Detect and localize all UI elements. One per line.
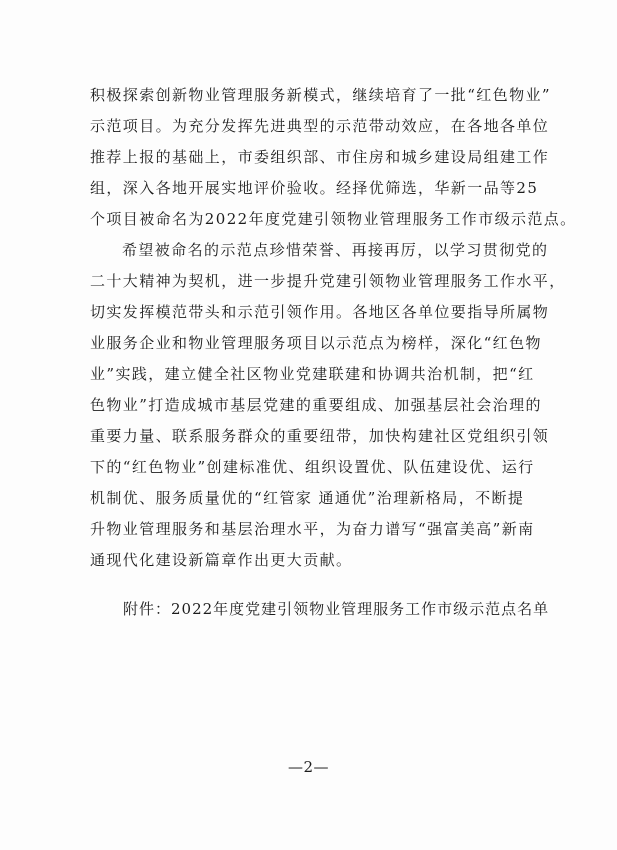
- attachment-line: 附件：2022年度党建引领物业管理服务工作市级示范点名单: [123, 600, 550, 618]
- paragraph-2-line-3: 切实发挥模范带头和示范引领作用。各地区各单位要指导所属物: [90, 303, 550, 321]
- paragraph-2-line-8: 下的“红色物业”创建标准优、组织设置优、队伍建设优、运行: [90, 458, 535, 476]
- paragraph-2-line-11: 通现代化建设新篇章作出更大贡献。: [90, 551, 353, 569]
- paragraph-2-line-4: 业服务企业和物业管理服务项目以示范点为榜样，深化“红色物: [90, 334, 542, 352]
- paragraph-1-line-2: 示范项目。为充分发挥先进典型的示范带动效应，在各地各单位: [90, 117, 550, 135]
- paragraph-2-line-1: 希望被命名的示范点珍惜荣誉、再接再厉，以学习贯彻党的: [122, 241, 549, 259]
- paragraph-1-line-1: 积极探索创新物业管理服务新模式，继续培育了一批“红色物业”: [90, 86, 551, 104]
- paragraph-1-line-4: 组，深入各地开展实地评价验收。经择优筛选，华新一品等25: [90, 179, 539, 197]
- paragraph-2-line-10: 升物业管理服务和基层治理水平，为奋力谱写“强富美高”新南: [90, 520, 535, 538]
- paragraph-2-line-6: 色物业”打造成城市基层党建的重要组成、加强基层社会治理的: [90, 396, 542, 414]
- paragraph-1-line-3: 推荐上报的基础上，市委组织部、市住房和城乡建设局组建工作: [90, 148, 550, 166]
- paragraph-2-line-7: 重要力量、联系服务群众的重要纽带，加快构建社区党组织引领: [90, 427, 550, 445]
- paragraph-2-line-5: 业”实践，建立健全社区物业党建联建和协调共治机制，把“红: [90, 365, 535, 383]
- paragraph-1-line-5: 个项目被命名为2022年度党建引领物业管理服务工作市级示范点。: [90, 210, 577, 228]
- page-number: —2—: [287, 758, 330, 776]
- paragraph-2-line-2: 二十大精神为契机，进一步提升党建引领物业管理服务工作水平，: [90, 272, 566, 290]
- paragraph-2-line-9: 机制优、服务质量优的“红管家 通通优”治理新格局，不断提: [90, 489, 525, 507]
